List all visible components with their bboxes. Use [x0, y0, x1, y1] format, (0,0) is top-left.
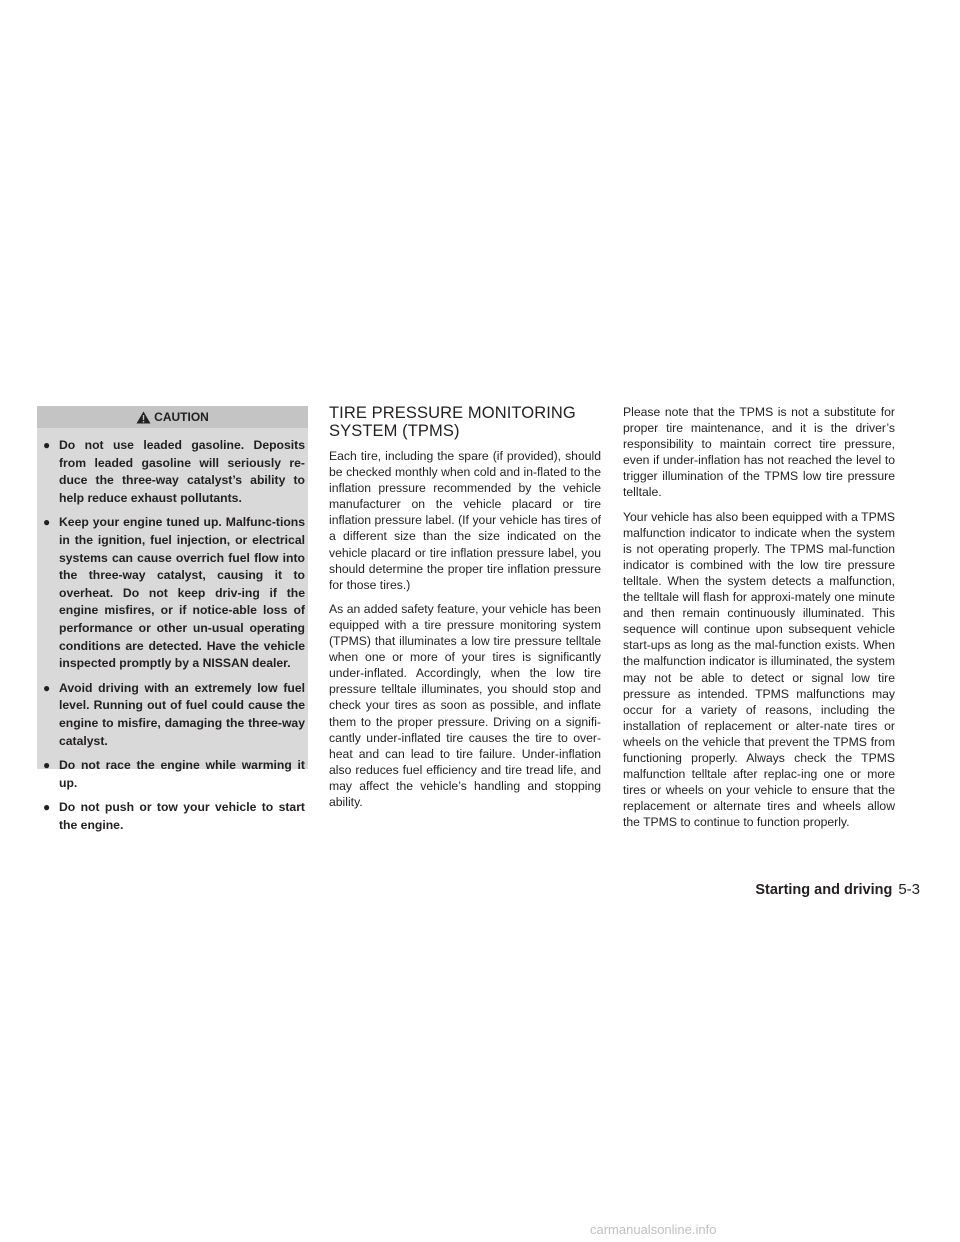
- caution-item: [37, 799, 308, 834]
- page-footer: [740, 881, 920, 899]
- right-column: [623, 404, 895, 838]
- caution-item: [37, 680, 308, 750]
- section-heading-line1: TIRE PRESSURE MONITORING: [329, 404, 576, 422]
- caution-item: [37, 757, 308, 792]
- caution-list: [37, 437, 308, 841]
- caution-box: [37, 406, 308, 832]
- bullet-icon: ●: [43, 800, 51, 815]
- body-paragraph: As an added safety feature, your vehicle has been equipped with a tire pressure monitoring system (TPMS) that illuminates a low tire pressure telltale when one or more of your tires is significantly under-inflated. Accordingly, when the low tire pressure telltale illuminates, you should stop and check your tires as soon as possible, and inflate them to the proper pressure. Driving on a signifi-cantly under-inflated tire causes the tire to over-heat and can lead to tire failure. Under-inflation also reduces fuel efficiency and tire tread life, and may affect the vehicle’s handling and stopping ability.: [329, 601, 601, 809]
- watermark: carmanualsonline.info: [590, 1222, 717, 1237]
- caution-title: CAUTION: [154, 410, 209, 424]
- section-heading: [329, 404, 601, 440]
- footer-section-title: Starting and driving: [755, 882, 893, 898]
- warning-triangle-icon: [136, 411, 151, 424]
- caution-item-text: Avoid driving with an extremely low fuel level. Running out of fuel could cause the engine to misfire, damaging the three-way catalyst.: [59, 680, 305, 748]
- caution-header: [37, 406, 308, 428]
- section-heading-line2: SYSTEM (TPMS): [329, 422, 460, 440]
- caution-item-text: Do not use leaded gasoline. Deposits from leaded gasoline will seriously re-duce the three-way catalyst’s ability to help reduce exhaust pollutants.: [59, 438, 305, 505]
- caution-item-text: Keep your engine tuned up. Malfunc-tions in the ignition, fuel injection, or electrical systems can cause overrich fuel flow into the three-way catalyst, causing it to overheat. Do not keep driv-ing if the engine misfires, or if notice-able loss of performance or other un-usual operating conditions are detected. Have the vehicle inspected promptly by a NISSAN dealer.: [59, 515, 305, 671]
- bullet-icon: ●: [43, 680, 51, 695]
- bullet-icon: ●: [43, 758, 51, 773]
- caution-item: [37, 437, 308, 507]
- caution-item: [37, 514, 308, 672]
- caution-item-text: Do not race the engine while warming it up.: [59, 758, 305, 790]
- caution-item-text: Do not push or tow your vehicle to start the engine.: [59, 800, 305, 832]
- body-paragraph: Your vehicle has also been equipped with a TPMS malfunction indicator to indicate when the system is not operating properly. The TPMS mal-function indicator is combined with the low tire pressure telltale. When the system detects a malfunction, the telltale will flash for approxi-mately one minute and then remain continuously illuminated. This sequence will continue upon subsequent vehicle start-ups as long as the mal-function exists. When the malfunction indicator is illuminated, the system may not be able to detect or signal low tire pressure as intended. TPMS malfunctions may occur for a variety of reasons, including the installation of replacement or alter-nate tires or wheels on the vehicle that prevent the TPMS from functioning properly. Always check the TPMS malfunction telltale after replac-ing one or more tires or wheels on your vehicle to ensure that the replacement or alternate tires and wheels allow the TPMS to continue to function properly.: [623, 509, 895, 830]
- page-number: 5-3: [898, 881, 920, 898]
- body-paragraph: Each tire, including the spare (if provided), should be checked monthly when cold and in-flated to the inflation pressure recommended by the vehicle manufacturer on the vehicle placard or tire inflation pressure label. (If your vehicle has tires of a different size than the size indicated on the vehicle placard or tire inflation pressure label, you should determine the proper tire inflation pressure for those tires.): [329, 449, 601, 592]
- bullet-icon: ●: [43, 515, 51, 530]
- body-paragraph: Please note that the TPMS is not a substitute for proper tire maintenance, and it is the driver’s responsibility to maintain correct tire pressure, even if under-inflation has not reached the level to trigger illumination of the TPMS low tire pressure telltale.: [623, 405, 895, 500]
- bullet-icon: ●: [43, 438, 51, 452]
- tpms-section: [329, 404, 601, 818]
